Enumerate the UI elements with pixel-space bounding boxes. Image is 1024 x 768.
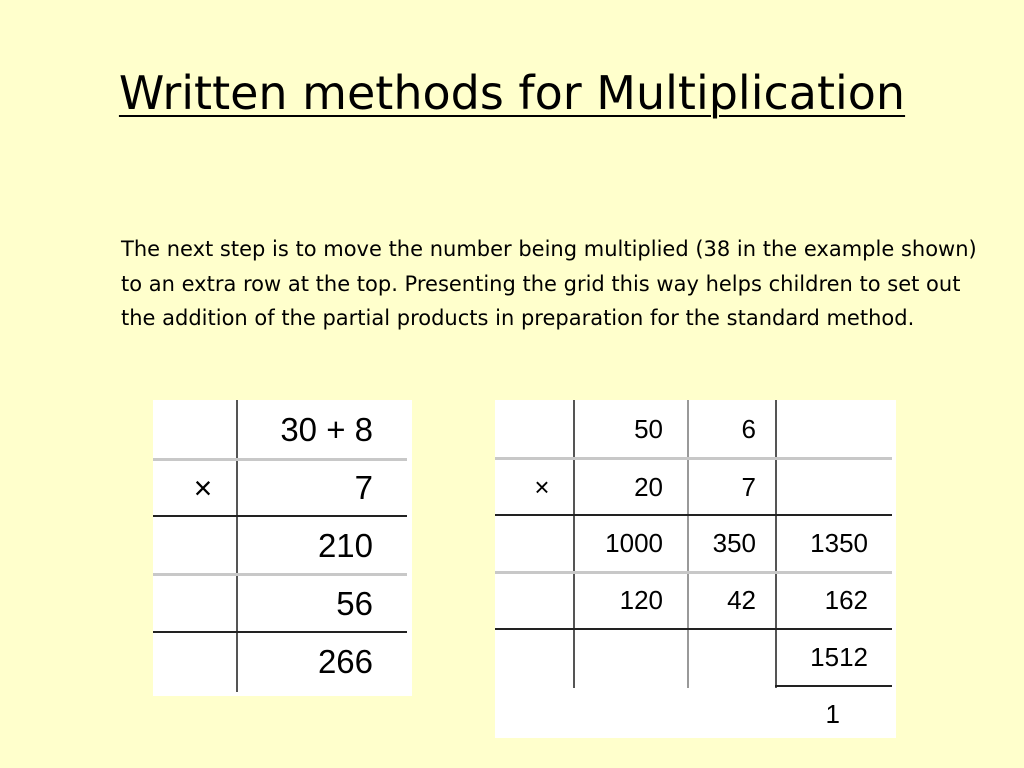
right-grid-cell: 120	[619, 584, 663, 615]
slide-title	[0, 66, 1024, 120]
right-grid-cell: 1350	[810, 527, 868, 558]
left-grid-total-line	[153, 631, 407, 633]
right-grid-row-divider	[495, 571, 892, 574]
right-grid-cell: 6	[741, 413, 756, 444]
right-grid-cell: 20	[634, 471, 663, 502]
left-grid-total: 266	[317, 643, 373, 680]
right-grid-carry: 1	[825, 698, 840, 729]
right-grid	[495, 400, 896, 738]
right-grid-cell: 1000	[605, 527, 663, 558]
left-grid-vertical-line	[236, 400, 238, 692]
left-grid-row-divider	[153, 573, 407, 576]
right-grid-cell: 350	[712, 527, 756, 558]
right-grid-vertical-line	[775, 400, 777, 688]
slide-paragraph: The next step is to move the number being multiplied (38 in the example shown) to an extra row at the top. Presenting the grid this way helps children to set out the addition of the partial products in preparation for the standard method.	[121, 237, 977, 330]
left-grid-partial-2: 56	[336, 585, 373, 622]
right-grid-vertical-line	[687, 400, 689, 688]
times-icon: ×	[534, 471, 550, 502]
right-grid-sum-line	[495, 514, 892, 516]
slide-title-text: Written methods for Multiplication	[118, 66, 906, 120]
left-grid-multiplier: 7	[354, 469, 373, 506]
right-grid-cell: 162	[824, 584, 868, 615]
right-grid-cell: 7	[741, 471, 756, 502]
right-grid-cell: 50	[634, 413, 663, 444]
left-grid-row-divider	[153, 458, 407, 461]
right-grid-total-line	[775, 685, 892, 687]
left-grid-partial-1: 210	[317, 527, 373, 564]
right-grid-cell: 42	[727, 584, 756, 615]
left-grid	[153, 400, 412, 696]
left-grid-top-value: 30 + 8	[280, 411, 373, 448]
times-icon: ×	[193, 469, 213, 506]
right-grid-row-divider	[495, 628, 892, 630]
right-grid-row-divider	[495, 457, 892, 460]
right-grid-cell: 1512	[810, 641, 868, 672]
left-grid-sum-line	[153, 515, 407, 517]
